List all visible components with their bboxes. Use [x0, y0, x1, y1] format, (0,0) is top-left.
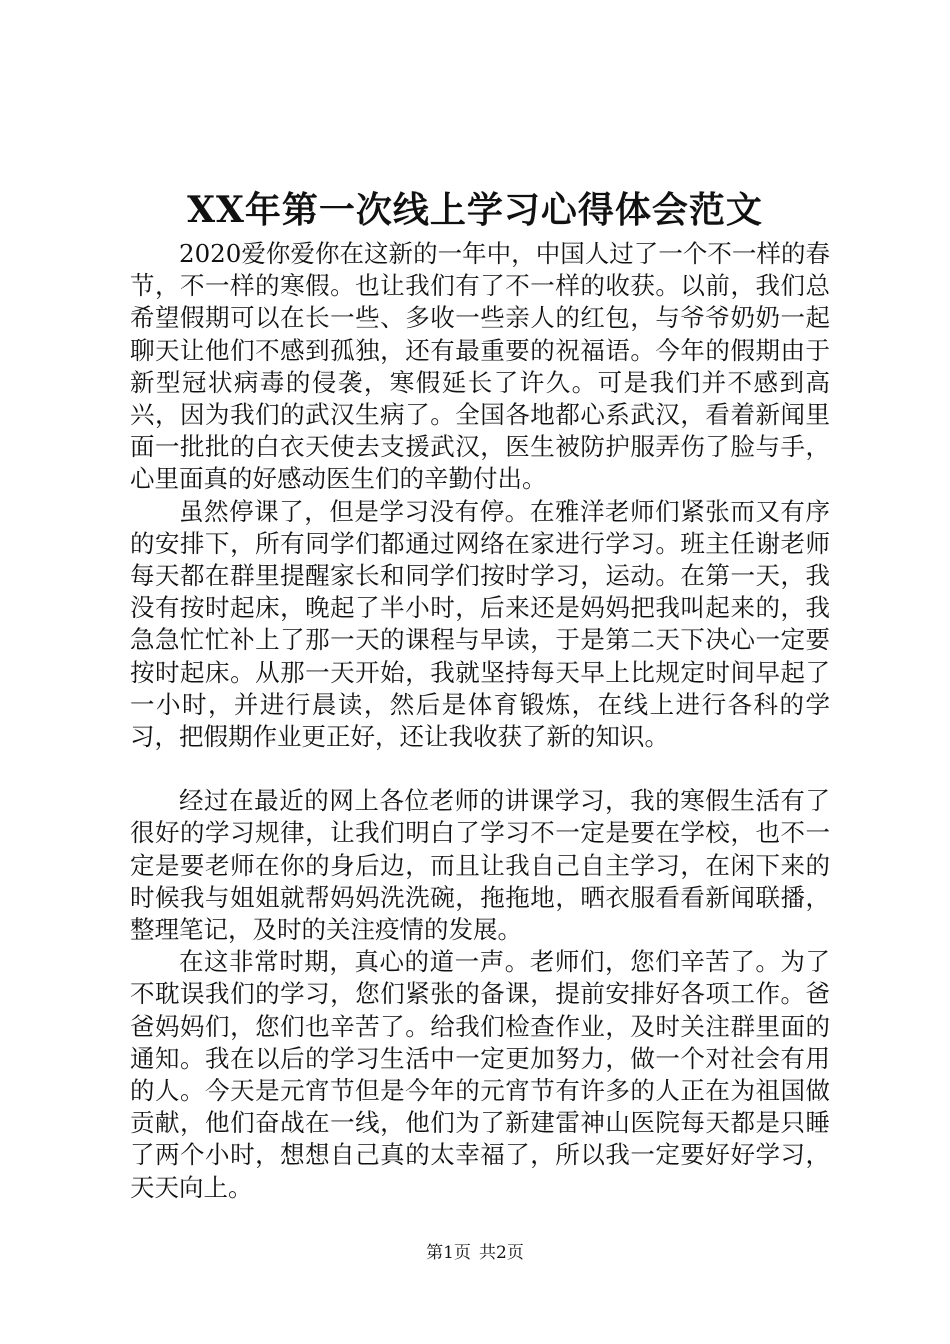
paragraph-2: 虽然停课了，但是学习没有停。在雅洋老师们紧张而又有序的安排下，所有同学们都通过网络在家进行学习。班主任谢老师每天都在群里提醒家长和同学们按时学习，运动。在第一天，我没有按时起床，晚起了半小时，后来还是妈妈把我叫起来的，我急急忙忙补上了那一天的课程与早读，于是第二天下决心一定要按时起床。从那一天开始，我就坚持每天早上比规定时间早起了一小时，并进行晨读，然后是体育锻炼，在线上进行各科的学习，把假期作业更正好，还让我收获了新的知识。 [130, 496, 830, 752]
paragraph-4: 在这非常时期，真心的道一声。老师们，您们辛苦了。为了不耽误我们的学习，您们紧张的备课，提前安排好各项工作。爸爸妈妈们，您们也辛苦了。给我们检查作业，及时关注群里面的通知。我在以后的学习生活中一定更加努力，做一个对社会有用的人。今天是元宵节但是今年的元宵节有许多的人正在为祖国做贡献，他们奋战在一线，他们为了新建雷神山医院每天都是只睡了两个小时，想想自己真的太幸福了，所以我一定要好好学习，天天向上。 [130, 947, 830, 1202]
document-title: XX年第一次线上学习心得体会范文 [187, 189, 763, 231]
document-body [130, 238, 830, 1204]
paragraph-1: 2020爱你爱你在这新的一年中，中国人过了一个不一样的春节，不一样的寒假。也让我们有了不一样的收获。以前，我们总希望假期可以在长一些、多收一些亲人的红包，与爷爷奶奶一起聊天让他们不感到孤独，还有最重要的祝福语。今年的假期由于新型冠状病毒的侵袭，寒假延长了许久。可是我们并不感到高兴，因为我们的武汉生病了。全国各地都心系武汉，看着新闻里面一批批的白衣天使去支援武汉，医生被防护服弄伤了脸与手，心里面真的好感动医生们的辛勤付出。 [130, 239, 830, 494]
page-number-total: 共2页 [479, 1243, 524, 1263]
page-number-current: 第1页 [426, 1243, 471, 1263]
page-footer [0, 1242, 950, 1264]
paragraph-3: 经过在最近的网上各位老师的讲课学习，我的寒假生活有了很好的学习规律，让我们明白了学习不一定是要在学校，也不一定是要老师在你的身后边，而且让我自己自主学习，在闲下来的时候我与姐姐就帮妈妈洗洗碗，拖拖地，晒衣服看看新闻联播，整理笔记，及时的关注疫情的发展。 [130, 786, 830, 945]
